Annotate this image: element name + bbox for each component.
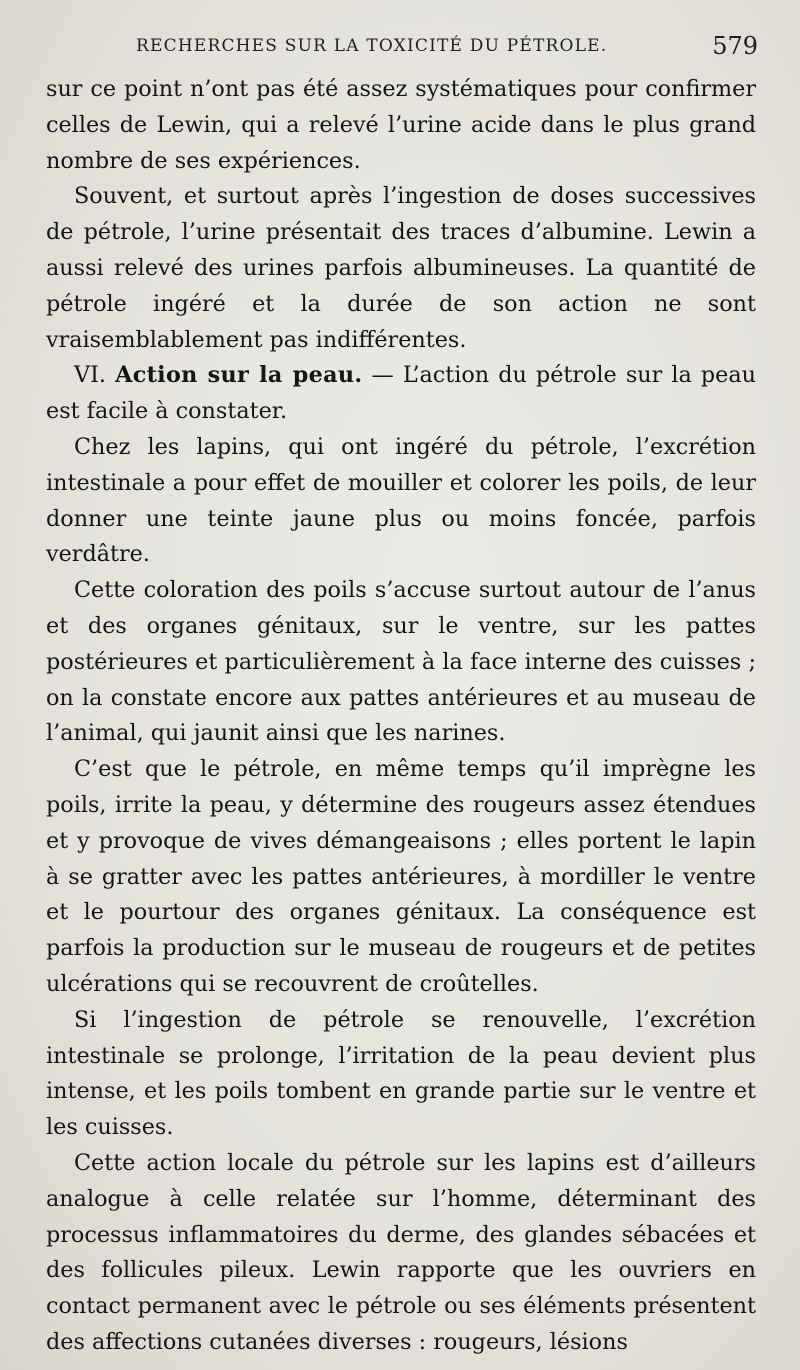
- body-text: [46, 72, 756, 1361]
- paragraph-4: Chez les lapins, qui ont ingéré du pétrole, l’excrétion intestinale a pour effet de mouiller et colorer les poils, de leur donner une teinte jaune plus ou moins foncée, parfois verdâtre.: [46, 433, 756, 568]
- section-number: VI.: [74, 362, 106, 389]
- paragraph-3: [46, 358, 756, 430]
- paragraph-7: Si l’ingestion de pétrole se renouvelle, l’excrétion intestinale se prolonge, l’irritation de la peau devient plus intense, et les poils tombent en grande partie sur le ventre et les cuisses.: [46, 1006, 756, 1141]
- paragraph-5: Cette coloration des poils s’accuse surtout autour de l’anus et des organes génitaux, sur le ventre, sur les pattes postérieures et particulièrement à la face interne des cuisses ; on la constate encore aux pattes antérieures et au museau de l’animal, qui jaunit ainsi que les narines.: [46, 577, 756, 747]
- paragraph-2: Souvent, et surtout après l’ingestion de doses successives de pétrole, l’urine présentait des traces d’albumine. Lewin a aussi relevé des urines parfois albumineuses. La quantité de pétrole ingéré et la durée de son action ne sont vraisemblablement pas indifférentes.: [46, 183, 756, 353]
- page-header: [46, 34, 758, 64]
- page-number: 579: [712, 32, 758, 60]
- paragraph-1: sur ce point n’ont pas été assez systématiques pour confirmer celles de Lewin, qui a relevé l’urine acide dans le plus grand nombre de ses expériences.: [46, 76, 756, 174]
- section-intro-text: — L’action du pétrole sur la peau est facile à constater.: [46, 362, 757, 425]
- paragraph-6: C’est que le pétrole, en même temps qu’il imprègne les poils, irrite la peau, y détermine des rougeurs assez étendues et y provoque de vives démangeaisons ; elles portent le lapin à se gratter avec les pattes antérieures, à mordiller le ventre et le pourtour des organes génitaux. La conséquence est parfois la production sur le museau de rougeurs et de petites ulcérations qui se recouvrent de croûtelles.: [46, 756, 756, 997]
- running-title: RECHERCHES SUR LA TOXICITÉ DU PÉTROLE.: [136, 36, 608, 56]
- paragraph-8: Cette action locale du pétrole sur les lapins est d’ailleurs analogue à celle relatée sur l’homme, déterminant des processus inflammatoires du derme, des glandes sébacées et des follicules pileux. Lewin rapporte que les ouvriers en contact permanent avec le pétrole ou ses éléments présentent des affections cutanées diverses : rougeurs, lésions: [46, 1149, 756, 1355]
- section-heading: Action sur la peau.: [115, 362, 363, 389]
